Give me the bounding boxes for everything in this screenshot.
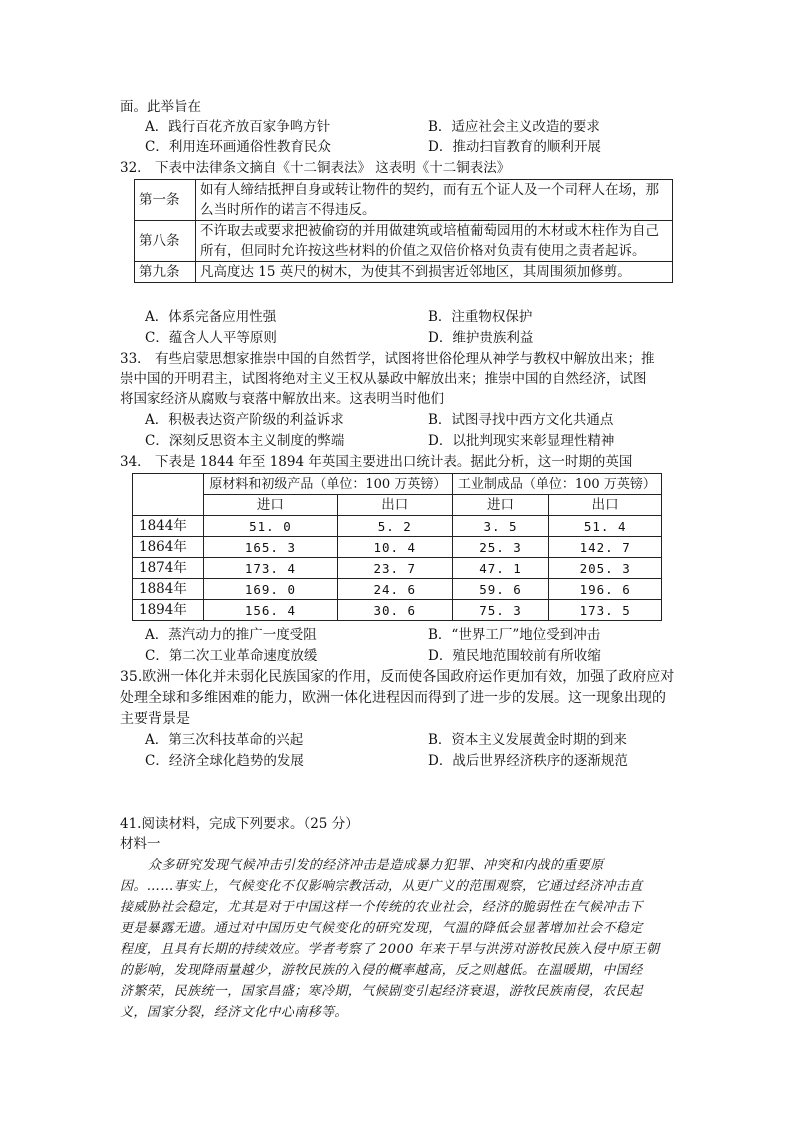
column-header: 出口 (549, 495, 662, 516)
table-cell-label: 第一条 (135, 180, 196, 221)
table-cell: 23. 7 (337, 558, 452, 579)
table-cell: 51. 0 (204, 516, 338, 537)
table-corner-cell (133, 474, 204, 516)
q35-option-d: D．战后世界经济秩序的逐渐规范 (428, 753, 628, 769)
q34-option-d: D．殖民地范围较前有所收缩 (428, 648, 601, 664)
q31-stem-tail: 面。此举旨在 (120, 99, 201, 115)
table-cell-year: 1864年 (133, 537, 204, 558)
table-row (135, 221, 673, 262)
table-cell-year: 1874年 (133, 558, 204, 579)
q34-option-b: B．“世界工厂”地位受到冲击 (428, 627, 601, 643)
table-cell: 5. 2 (337, 516, 452, 537)
q34-option-a: A．蒸汽动力的推广一度受阻 (145, 627, 317, 643)
table-cell-text: 凡高度达 15 英尺的树木，为使其不到损害近邻地区，其周围须加修剪。 (196, 262, 673, 283)
table-cell: 173. 4 (204, 558, 338, 579)
table-cell: 10. 4 (337, 537, 452, 558)
q32-option-b: B．注重物权保护 (428, 309, 533, 325)
material-line: 程度，且具有长期的持续效应。学者考察了 2000 年来干旱与洪涝对游牧民族入侵中原王朝 (120, 942, 660, 957)
q35-option-c: C．经济全球化趋势的发展 (145, 753, 304, 769)
table-cell-year: 1844年 (133, 516, 204, 537)
table-row (135, 262, 673, 283)
q31-option-b: B．适应社会主义改造的要求 (428, 119, 600, 135)
table-subheader-row (133, 495, 662, 516)
q35-option-b: B．资本主义发展黄金时期的到来 (428, 732, 627, 748)
table-cell: 142. 7 (549, 537, 662, 558)
table-row (133, 558, 662, 579)
table-cell: 3. 5 (452, 516, 549, 537)
q41-stem: 41.阅读材料，完成下列要求。（25 分） (120, 816, 359, 832)
table-cell: 165. 3 (204, 537, 338, 558)
table-cell: 173. 5 (549, 600, 662, 621)
q35-stem-line: 35.欧洲一体化并未弱化民族国家的作用，反而使各国政府运作更加有效，加强了政府应对 (120, 669, 675, 685)
q34-option-c: C．第二次工业革命速度放缓 (145, 648, 318, 664)
table-cell-text: 不许取去或要求把被偷窃的并用做建筑或培植葡萄园用的木材或木柱作为自己所有，但同时允许按这些材料的价值之双倍价格对负责有使用之责者起诉。 (196, 221, 673, 262)
column-header: 进口 (204, 495, 338, 516)
q34-stem: 34． 下表是 1844 年至 1894 年英国主要进出口统计表。据此分析，这一时期的英国 (120, 454, 633, 470)
column-header: 出口 (337, 495, 452, 516)
material-line: 的影响，发现降雨量越少，游牧民族的入侵的概率越高，反之则越低。在温暖期，中国经 (120, 963, 643, 978)
q33-option-d: D．以批判现实来彰显理性精神 (428, 433, 615, 449)
q31-option-c: C．利用连环画通俗性教育民众 (145, 139, 331, 155)
table-cell: 59. 6 (452, 579, 549, 600)
q32-option-d: D．维护贵族利益 (428, 330, 534, 346)
table-cell: 47. 1 (452, 558, 549, 579)
material-line: 因。……事实上，气候变化不仅影响宗教活动，从更广义的范围观察，它通过经济冲击直 (120, 879, 643, 894)
q33-option-c: C．深刻反思资本主义制度的弊端 (145, 433, 345, 449)
table-cell: 205. 3 (549, 558, 662, 579)
q33-option-a: A．积极表达资产阶级的利益诉求 (145, 412, 344, 428)
table-cell-label: 第八条 (135, 221, 196, 262)
q41-material-label: 材料一 (120, 836, 161, 852)
table-row (135, 180, 673, 221)
table-row (133, 516, 662, 537)
table-header-row (133, 474, 662, 495)
q34-trade-table (132, 473, 662, 621)
table-cell: 169. 0 (204, 579, 338, 600)
material-line: 众多研究发现气候冲击引发的经济冲击是造成暴力犯罪、冲突和内战的重要原 (148, 858, 604, 873)
table-cell-year: 1884年 (133, 579, 204, 600)
q31-option-a: A．践行百花齐放百家争鸣方针 (145, 119, 331, 135)
q33-stem-line: 崇中国的开明君主，试图将绝对主义王权从暴政中解放出来；推崇中国的自然经济，试图 (120, 371, 647, 387)
q32-stem: 32． 下表中法律条文摘自《十二铜表法》 这表明《十二铜表法》 (120, 160, 511, 176)
material-line: 更是暴露无遗。通过对中国历史气候变化的研究发现，气温的降低会显著增加社会不稳定 (120, 921, 643, 936)
table-group-header: 原材料和初级产品（单位：100 万英镑） (204, 474, 453, 495)
table-cell-label: 第九条 (135, 262, 196, 283)
table-cell: 25. 3 (452, 537, 549, 558)
q32-law-table (134, 179, 673, 283)
table-cell: 75. 3 (452, 600, 549, 621)
material-line: 义，国家分裂，经济文化中心南移等。 (120, 1005, 348, 1020)
material-line: 济繁荣，民族统一，国家昌盛；寒冷期，气候剧变引起经济衰退，游牧民族南侵，农民起 (120, 984, 643, 999)
q33-stem-line: 将国家经济从腐败与衰落中解放出来。这表明当时他们 (120, 391, 444, 407)
table-cell: 51. 4 (549, 516, 662, 537)
q33-stem-line: 33． 有些启蒙思想家推崇中国的自然哲学，试图将世俗伦理从神学与教权中解放出来；推 (120, 351, 655, 367)
table-row (133, 537, 662, 558)
table-cell: 156. 4 (204, 600, 338, 621)
table-row (133, 579, 662, 600)
q33-option-b: B．试图寻找中西方文化共通点 (428, 412, 614, 428)
table-group-header: 工业制成品（单位：100 万英镑） (452, 474, 661, 495)
table-row (133, 600, 662, 621)
table-cell: 30. 6 (337, 600, 452, 621)
column-header: 进口 (452, 495, 549, 516)
table-cell-year: 1894年 (133, 600, 204, 621)
material-line: 接威胁社会稳定，尤其是对于中国这样一个传统的农业社会，经济的脆弱性在气候冲击下 (120, 900, 643, 915)
q35-stem-line: 处理全球和多维困难的能力，欧洲一体化进程因而得到了进一步的发展。这一现象出现的 (120, 690, 666, 706)
q35-option-a: A．第三次科技革命的兴起 (145, 732, 304, 748)
q31-option-d: D．推动扫盲教育的顺利开展 (428, 139, 601, 155)
q32-option-c: C．蕴含人人平等原则 (145, 330, 277, 346)
q32-option-a: A．体系完备应用性强 (145, 309, 277, 325)
q35-stem-line: 主要背景是 (120, 711, 190, 727)
table-cell-text: 如有人缔结抵押自身或转让物件的契约，而有五个证人及一个司秤人在场，那么当时所作的诺言不得违反。 (196, 180, 673, 221)
table-cell: 196. 6 (549, 579, 662, 600)
table-cell: 24. 6 (337, 579, 452, 600)
